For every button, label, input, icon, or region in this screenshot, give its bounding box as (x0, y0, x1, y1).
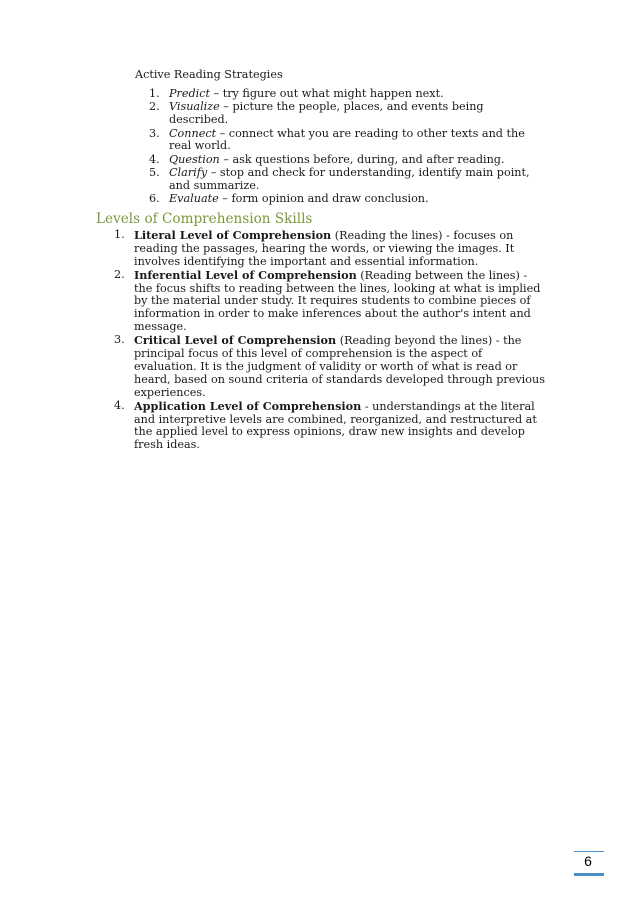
level-item (96, 400, 546, 452)
level-number: 2. (114, 267, 125, 281)
strategy-term: Connect (169, 126, 217, 140)
strategies-list (135, 88, 535, 207)
strategy-number: 1. (149, 87, 160, 100)
strategy-text: – picture the people, places, and events being described. (169, 100, 484, 127)
strategy-term: Question (169, 152, 220, 166)
levels-list (96, 229, 546, 453)
level-number: 4. (114, 398, 125, 412)
strategy-item (135, 88, 535, 101)
strategy-text: – stop and check for understanding, identify main point, and summarize. (169, 166, 530, 192)
strategy-item (135, 193, 535, 206)
strategy-text: – ask questions before, during, and after reading. (219, 152, 505, 166)
level-text: (Reading between the lines) - the focus shifts to reading between the lines, looking at what is implied by the material under study. It requires students to combine pieces of information in order to make inferences about the author's intent and message. (134, 268, 541, 334)
level-item (96, 269, 546, 334)
strategy-item (135, 167, 535, 193)
level-title: Critical Level of Comprehension (134, 333, 337, 348)
level-title: Application Level of Comprehension (134, 398, 362, 413)
level-item (96, 334, 546, 399)
section-heading: Levels of Comprehension Skills (96, 211, 313, 227)
strategy-text: – form opinion and draw conclusion. (218, 192, 429, 206)
strategy-number: 6. (149, 192, 160, 206)
level-item (96, 229, 546, 268)
strategy-term: Visualize (169, 100, 220, 114)
strategy-term: Evaluate (169, 192, 219, 206)
strategy-number: 3. (149, 126, 160, 140)
strategy-item (135, 101, 535, 127)
strategy-text: – try figure out what might happen next. (210, 87, 444, 100)
strategy-text: – connect what you are reading to other texts and the real world. (169, 126, 525, 153)
strategy-number: 2. (149, 100, 160, 114)
level-number: 1. (114, 228, 125, 241)
strategy-term: Predict (169, 87, 210, 100)
level-title: Literal Level of Comprehension (134, 228, 332, 242)
strategy-item (135, 128, 535, 154)
strategies-title: Active Reading Strategies (135, 68, 283, 81)
strategy-item (135, 154, 535, 167)
strategy-number: 5. (149, 166, 160, 180)
level-text: - understandings at the literal and interpretive levels are combined, reorganized, and restructured at the applied level to express opinions, draw new insights and develop fresh ideas. (134, 399, 537, 452)
level-text: (Reading beyond the lines) - the principal focus of this level of comprehension is the aspect of evaluation. It is the judgment of validity or worth of what is read or heard, based on sound criteria of standards developed through previous experiences. (134, 334, 545, 399)
strategy-number: 4. (149, 152, 160, 166)
strategy-term: Clarify (169, 166, 208, 180)
page-number: 6 (584, 853, 592, 869)
level-title: Inferential Level of Comprehension (134, 267, 357, 282)
page-number-rule (574, 873, 604, 876)
level-text: (Reading the lines) - focuses on reading the passages, hearing the words, or viewing the images. It involves identifying the important and essential information. (134, 229, 515, 268)
level-number: 3. (114, 333, 125, 347)
